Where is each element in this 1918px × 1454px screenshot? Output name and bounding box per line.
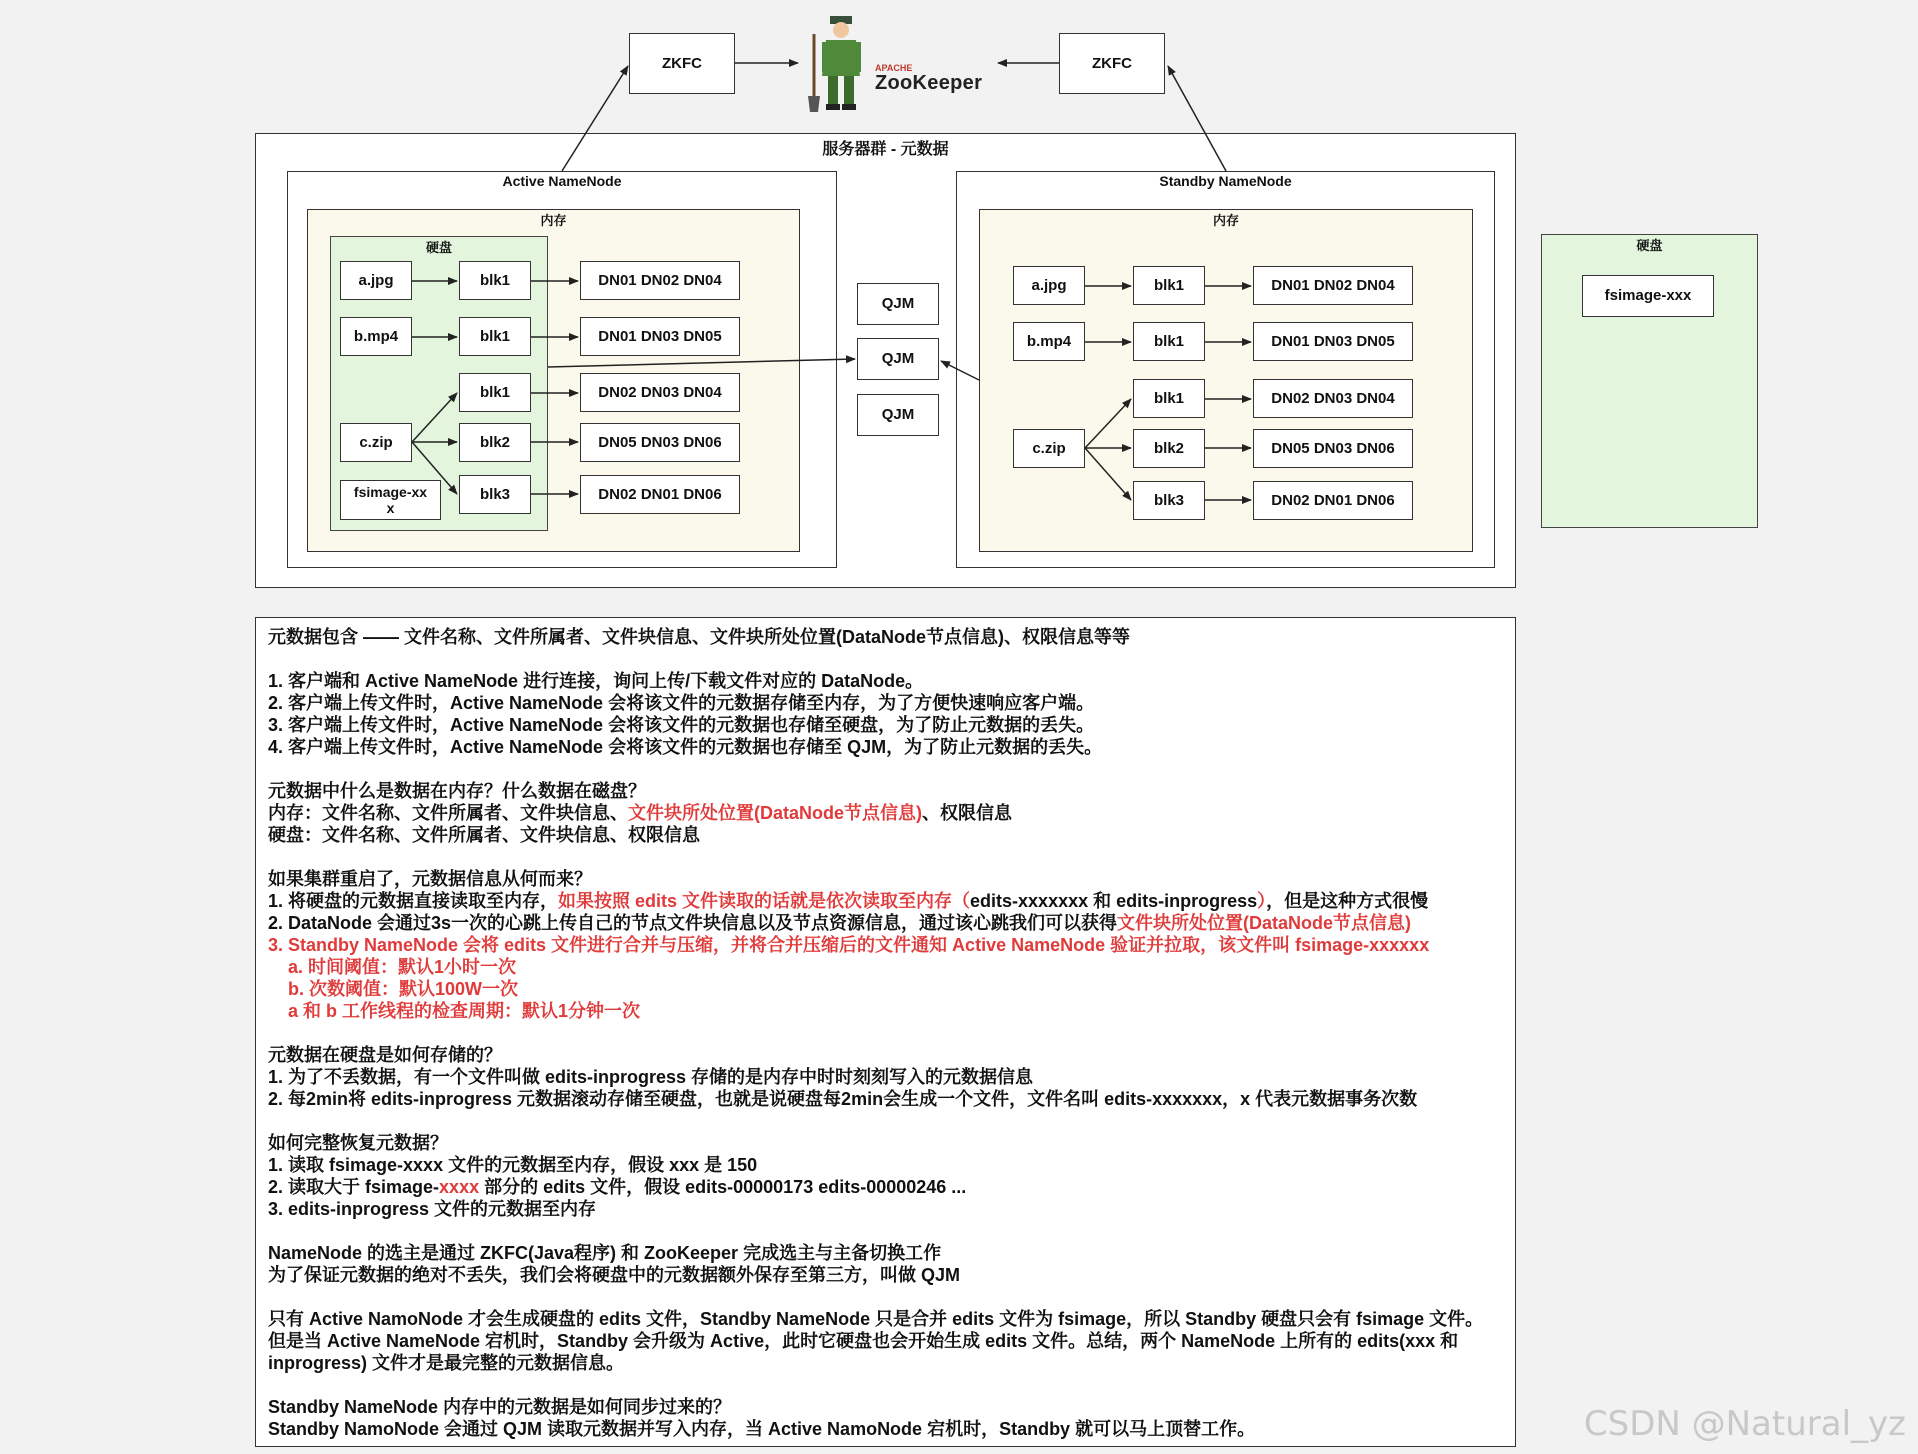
notes-segment: edits-xxxxxxx 和 edits-inprogress bbox=[970, 891, 1258, 911]
notes-segment: b. 次数阈值：默认100W一次 bbox=[268, 979, 519, 999]
zookeeper-logo-apache: APACHE bbox=[875, 63, 913, 73]
notes-line bbox=[268, 714, 1503, 736]
active-file-c[interactable] bbox=[340, 423, 412, 462]
standby-file-b-label: b.mp4 bbox=[1026, 332, 1072, 350]
notes-segment: 文件块所处位置(DataNode节点信息) bbox=[1117, 913, 1412, 933]
notes-segment: Standby NameNode 内存中的元数据是如何同步过来的？ bbox=[268, 1397, 732, 1417]
notes-segment: 文件块所处位置(DataNode节点信息) bbox=[628, 803, 923, 823]
notes-line bbox=[268, 956, 1503, 978]
notes-segment: 硬盘：文件名称、文件所属者、文件块信息、权限信息 bbox=[268, 825, 700, 845]
notes-segment: ） bbox=[1257, 891, 1267, 911]
zkfc-right-label: ZKFC bbox=[1092, 54, 1132, 72]
notes-line bbox=[268, 1352, 1503, 1374]
notes-segment: 元数据在硬盘是如何存储的？ bbox=[268, 1045, 502, 1065]
standby-disk-title: 硬盘 bbox=[1636, 238, 1663, 253]
standby-disk-fsimage[interactable] bbox=[1582, 275, 1714, 317]
notes-segment: 2. 每2min将 edits-inprogress 元数据滚动存储至硬盘，也就是说硬盘每2min会生成一个文件，文件名叫 edits-xxxxxxx，x 代表元数据事务次数 bbox=[268, 1089, 1418, 1109]
standby-location-3-label: DN02 DN03 DN04 bbox=[1271, 389, 1395, 407]
notes-line bbox=[268, 670, 1503, 692]
zookeeper-logo-text: ZooKeeper bbox=[875, 72, 983, 94]
notes-line bbox=[268, 736, 1503, 758]
notes-line bbox=[268, 626, 1503, 648]
notes-line bbox=[268, 758, 1503, 780]
notes-line bbox=[268, 934, 1503, 956]
active-fsimage[interactable] bbox=[340, 480, 441, 520]
notes-segment: 3. edits-inprogress 文件的元数据至内存 bbox=[268, 1199, 597, 1219]
active-location-4[interactable] bbox=[580, 423, 740, 462]
active-location-5-label: DN02 DN01 DN06 bbox=[598, 485, 722, 503]
active-block-2-label: blk1 bbox=[479, 327, 510, 345]
active-block-1-label: blk1 bbox=[479, 271, 510, 289]
qjm-3-label: QJM bbox=[881, 406, 915, 424]
notes-line bbox=[268, 1264, 1503, 1286]
standby-file-c-label: c.zip bbox=[1032, 439, 1066, 457]
qjm-2[interactable] bbox=[857, 338, 939, 380]
notes-segment: 但是当 Active NameNode 宕机时，Standby 会升级为 Active，此时它硬盘也会开始生成 edits 文件。总结，两个 NameNode 上所有的 edits(xxx 和 bbox=[268, 1331, 1459, 1351]
active-block-1[interactable] bbox=[459, 261, 531, 300]
notes-line bbox=[268, 1088, 1503, 1110]
standby-location-1-label: DN01 DN02 DN04 bbox=[1271, 276, 1395, 294]
active-namenode-title: Active NameNode bbox=[502, 173, 622, 189]
qjm-1[interactable] bbox=[857, 283, 939, 325]
notes-segment: 3. Standby NameNode 会将 edits 文件进行合并与压缩，并将合并压缩后的文件通知 Active NameNode 验证并拉取，该文件叫 fsimage-xxxxxx bbox=[268, 935, 1430, 955]
notes-segment: 3. 客户端上传文件时，Active NameNode 会将该文件的元数据也存储至硬盘，为了防止元数据的丢失。 bbox=[268, 715, 1095, 735]
active-location-5[interactable] bbox=[580, 475, 740, 514]
notes-line bbox=[268, 1396, 1503, 1418]
standby-file-c[interactable] bbox=[1013, 429, 1085, 468]
active-location-1-label: DN01 DN02 DN04 bbox=[598, 271, 722, 289]
notes-segment: a. 时间阈值：默认1小时一次 bbox=[268, 957, 517, 977]
active-block-5[interactable] bbox=[459, 475, 531, 514]
active-location-1[interactable] bbox=[580, 261, 740, 300]
standby-block-3[interactable] bbox=[1133, 379, 1205, 418]
qjm-1-label: QJM bbox=[881, 295, 915, 313]
notes-segment: xxxx bbox=[439, 1177, 480, 1197]
zkfc-left-label: ZKFC bbox=[662, 54, 702, 72]
standby-location-5[interactable] bbox=[1253, 481, 1413, 520]
notes-segment: inprogress) 文件才是最完整的元数据信息。 bbox=[268, 1353, 625, 1373]
notes-line bbox=[268, 1374, 1503, 1396]
notes-line bbox=[268, 846, 1503, 868]
notes-line bbox=[268, 1000, 1503, 1022]
notes-line bbox=[268, 890, 1503, 912]
notes-segment: 2. 读取大于 fsimage- bbox=[268, 1177, 440, 1197]
active-disk-title: 硬盘 bbox=[425, 240, 452, 255]
active-block-4[interactable] bbox=[459, 423, 531, 462]
standby-location-2[interactable] bbox=[1253, 322, 1413, 361]
notes-segment: 1. 将硬盘的元数据直接读取至内存， bbox=[268, 891, 559, 911]
notes-line bbox=[268, 1220, 1503, 1242]
active-block-3-label: blk1 bbox=[479, 383, 510, 401]
qjm-3[interactable] bbox=[857, 394, 939, 436]
notes-segment: 只有 Active NamoNode 才会生成硬盘的 edits 文件，Standby NameNode 只是合并 edits 文件为 fsimage，所以 Standby 硬盘只会有 fsimage 文件。 bbox=[268, 1309, 1484, 1329]
zookeeper-logo-figure bbox=[800, 14, 880, 114]
notes-line bbox=[268, 1198, 1503, 1220]
notes-segment: 1. 为了不丢数据，有一个文件叫做 edits-inprogress 存储的是内存中时时刻刻写入的元数据信息 bbox=[268, 1067, 1034, 1087]
notes-line bbox=[268, 1330, 1503, 1352]
standby-block-4-label: blk2 bbox=[1153, 439, 1184, 457]
standby-block-4[interactable] bbox=[1133, 429, 1205, 468]
notes-segment: ，但是这种方式很慢 bbox=[1266, 891, 1429, 911]
standby-location-2-label: DN01 DN03 DN05 bbox=[1271, 332, 1395, 350]
active-fsimage-label: fsimage-xxx bbox=[353, 483, 428, 516]
notes-line bbox=[268, 802, 1503, 824]
standby-disk-fsimage-label: fsimage-xxx bbox=[1604, 287, 1692, 305]
standby-file-b[interactable] bbox=[1013, 322, 1085, 361]
active-file-b[interactable] bbox=[340, 317, 412, 356]
notes-line bbox=[268, 912, 1503, 934]
qjm-2-label: QJM bbox=[881, 350, 915, 368]
notes-segment: 元数据中什么是数据在内存？什么数据在磁盘？ bbox=[268, 781, 646, 801]
standby-file-a-label: a.jpg bbox=[1031, 276, 1067, 294]
notes-line bbox=[268, 1154, 1503, 1176]
active-location-2[interactable] bbox=[580, 317, 740, 356]
standby-block-5-label: blk3 bbox=[1153, 491, 1184, 509]
standby-block-3-label: blk1 bbox=[1153, 389, 1184, 407]
notes-line bbox=[268, 1044, 1503, 1066]
notes-segment: NameNode 的选主是通过 ZKFC(Java程序) 和 ZooKeeper 完成选主与主备切换工作 bbox=[268, 1243, 942, 1263]
notes-line bbox=[268, 1066, 1503, 1088]
notes-segment: 1. 客户端和 Active NameNode 进行连接，询问上传/下载文件对应的 DataNode。 bbox=[268, 671, 924, 691]
standby-block-2-label: blk1 bbox=[1153, 332, 1184, 350]
notes-line bbox=[268, 824, 1503, 846]
notes-line bbox=[268, 1308, 1503, 1330]
notes-line bbox=[268, 1418, 1503, 1440]
notes-segment: 2. 客户端上传文件时，Active NameNode 会将该文件的元数据存储至内存，为了方便快速响应客户端。 bbox=[268, 693, 1095, 713]
standby-location-1[interactable] bbox=[1253, 266, 1413, 305]
active-block-2[interactable] bbox=[459, 317, 531, 356]
notes-segment: 如果集群重启了，元数据信息从何而来？ bbox=[268, 869, 592, 889]
active-block-3[interactable] bbox=[459, 373, 531, 412]
standby-block-1[interactable] bbox=[1133, 266, 1205, 305]
notes-line bbox=[268, 978, 1503, 1000]
notes-segment: 部分的 edits 文件，假设 edits-00000173 edits-00000246 ... bbox=[479, 1177, 967, 1197]
watermark: CSDN @Natural_yz bbox=[1583, 1404, 1906, 1444]
notes-segment: a 和 b 工作线程的检查周期：默认1分钟一次 bbox=[268, 1001, 641, 1021]
notes-segment: 2. DataNode 会通过3s一次的心跳上传自己的节点文件块信息以及节点资源信息，通过该心跳我们可以获得 bbox=[268, 913, 1118, 933]
active-file-c-label: c.zip bbox=[359, 433, 393, 451]
notes-line bbox=[268, 1176, 1503, 1198]
zkfc-right[interactable] bbox=[1059, 33, 1165, 94]
notes-segment: 1. 读取 fsimage-xxxx 文件的元数据至内存，假设 xxx 是 150 bbox=[268, 1155, 758, 1175]
notes-line bbox=[268, 1022, 1503, 1044]
notes-segment: 4. 客户端上传文件时，Active NameNode 会将该文件的元数据也存储至 QJM，为了防止元数据的丢失。 bbox=[268, 737, 1103, 757]
active-file-a-label: a.jpg bbox=[358, 271, 394, 289]
notes-line bbox=[268, 692, 1503, 714]
notes-line bbox=[268, 1132, 1503, 1154]
standby-location-4-label: DN05 DN03 DN06 bbox=[1271, 439, 1395, 457]
notes-line bbox=[268, 648, 1503, 670]
notes-line bbox=[268, 1286, 1503, 1308]
standby-location-4[interactable] bbox=[1253, 429, 1413, 468]
zkfc-left[interactable] bbox=[629, 33, 735, 94]
active-block-4-label: blk2 bbox=[479, 433, 510, 451]
standby-location-5-label: DN02 DN01 DN06 bbox=[1271, 491, 1395, 509]
active-location-3-label: DN02 DN03 DN04 bbox=[598, 383, 722, 401]
notes-segment: 为了保证元数据的绝对不丢失，我们会将硬盘中的元数据额外保存至第三方，叫做 QJM bbox=[268, 1265, 961, 1285]
active-location-4-label: DN05 DN03 DN06 bbox=[598, 433, 722, 451]
standby-file-a[interactable] bbox=[1013, 266, 1085, 305]
notes-line bbox=[268, 868, 1503, 890]
standby-namenode-title: Standby NameNode bbox=[1159, 173, 1292, 189]
notes-line bbox=[268, 780, 1503, 802]
standby-location-3[interactable] bbox=[1253, 379, 1413, 418]
notes-line bbox=[268, 1242, 1503, 1264]
notes-line bbox=[268, 1110, 1503, 1132]
standby-block-1-label: blk1 bbox=[1153, 276, 1184, 294]
active-block-5-label: blk3 bbox=[479, 485, 510, 503]
active-location-2-label: DN01 DN03 DN05 bbox=[598, 327, 722, 345]
notes-segment: 元数据包含 —— 文件名称、文件所属者、文件块信息、文件块所处位置(DataNode节点信息)、权限信息等等 bbox=[268, 627, 1131, 647]
notes-segment: Standby NamoNode 会通过 QJM 读取元数据并写入内存，当 Active NamoNode 宕机时，Standby 就可以马上顶替工作。 bbox=[268, 1419, 1256, 1439]
notes-segment: 如何完整恢复元数据？ bbox=[268, 1133, 448, 1153]
cluster-title: 服务器群 - 元数据 bbox=[822, 141, 949, 158]
active-file-a[interactable] bbox=[340, 261, 412, 300]
standby-block-5[interactable] bbox=[1133, 481, 1205, 520]
standby-memory-title: 内存 bbox=[1212, 213, 1239, 228]
notes-panel bbox=[255, 617, 1516, 1447]
notes-segment: 、权限信息 bbox=[922, 803, 1013, 823]
active-location-3[interactable] bbox=[580, 373, 740, 412]
notes-segment: 如果按照 edits 文件读取的话就是依次读取至内存（ bbox=[558, 891, 971, 911]
notes-segment: 内存：文件名称、文件所属者、文件块信息、 bbox=[268, 803, 628, 823]
active-memory-title: 内存 bbox=[540, 213, 567, 228]
active-file-b-label: b.mp4 bbox=[353, 327, 399, 345]
standby-block-2[interactable] bbox=[1133, 322, 1205, 361]
